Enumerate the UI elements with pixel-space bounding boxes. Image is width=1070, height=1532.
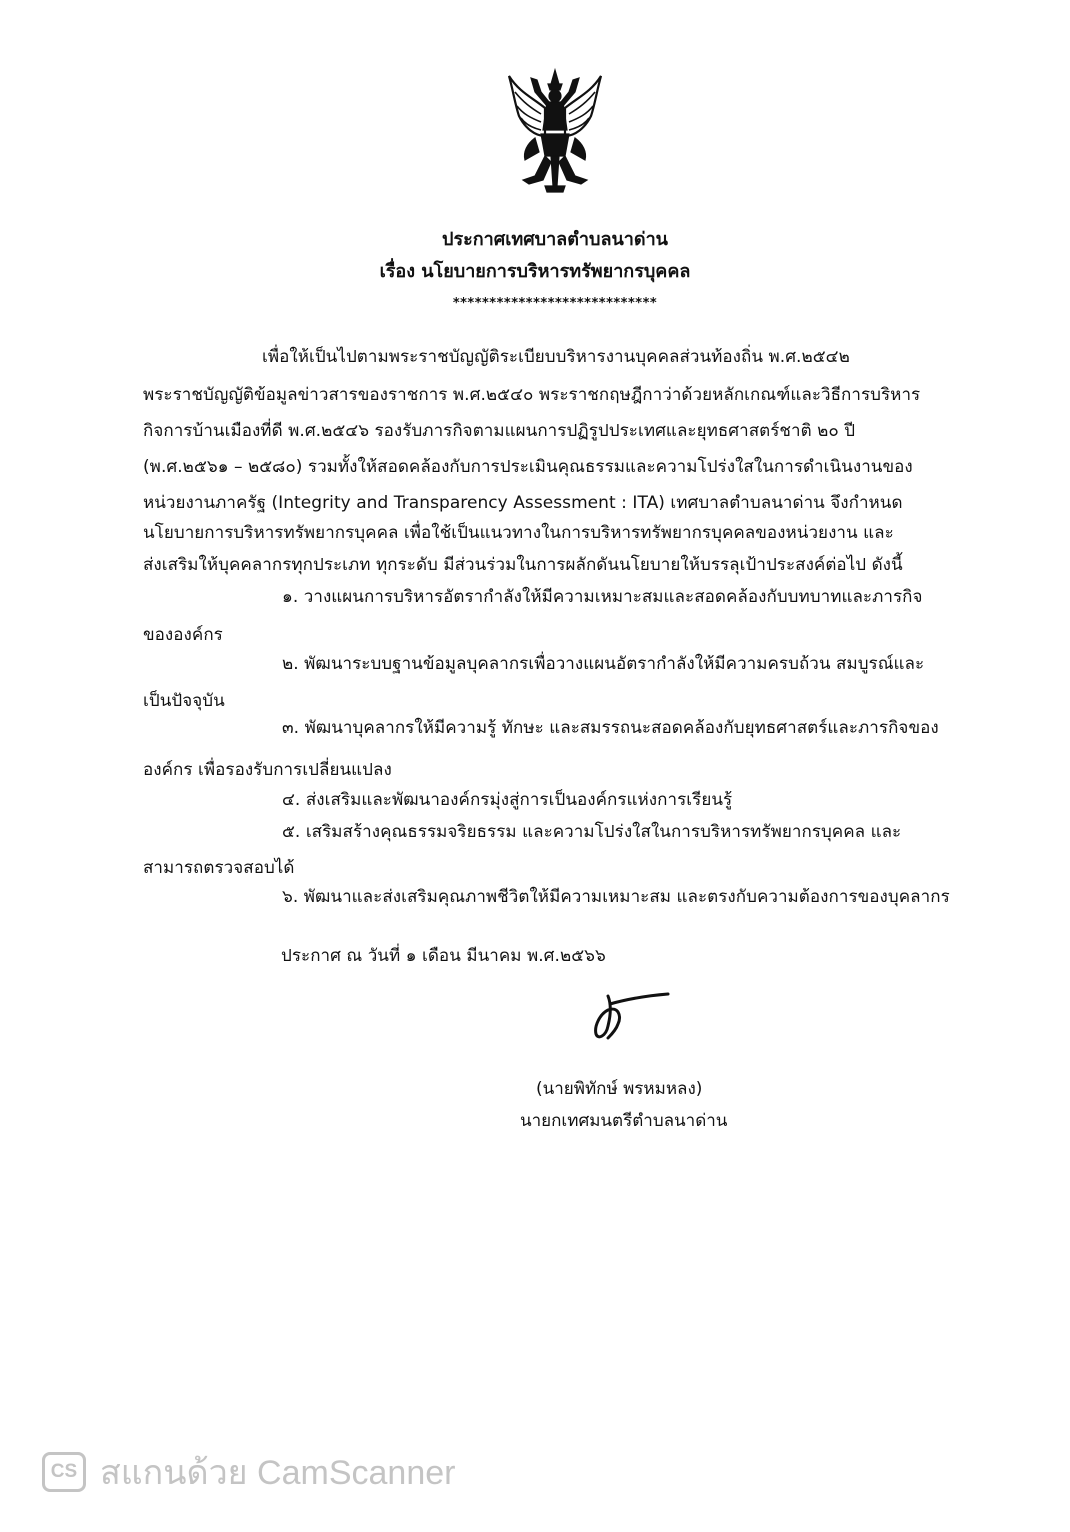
body-line: พระราชบัญญัติข้อมูลข่าวสารของราชการ พ.ศ.๒๕๔๐ พระราชกฤษฎีกาว่าด้วยหลักเกณฑ์และวิธีการบริหาร: [143, 385, 921, 405]
body-line: เพื่อให้เป็นไปตามพระราชบัญญัติระเบียบบริหารงานบุคคลส่วนท้องถิ่น พ.ศ.๒๕๔๒: [262, 347, 850, 367]
body-line: ส่งเสริมให้บุคคลากรทุกประเภท ทุกระดับ มีส่วนร่วมในการผลักดันนโยบายให้บรรลุเป้าประสงค์ต่อไป ดังนี้: [143, 555, 903, 575]
garuda-emblem-icon: [505, 52, 605, 202]
policy-item-2-cont: เป็นปัจจุบัน: [143, 691, 225, 711]
camscanner-logo-icon: CS: [42, 1452, 86, 1492]
policy-item-2: ๒. พัฒนาระบบฐานข้อมูลบุคลากรเพื่อวางแผนอัตรากำลังให้มีความครบถ้วน สมบูรณ์และ: [282, 654, 925, 674]
signer-position: นายกเทศมนตรีตำบลนาด่าน: [520, 1111, 728, 1131]
announcement-title: ประกาศเทศบาลตำบลนาด่าน: [442, 229, 668, 250]
policy-item-6: ๖. พัฒนาและส่งเสริมคุณภาพชีวิตให้มีความเหมาะสม และตรงกับความต้องการของบุคลากร: [282, 887, 950, 907]
body-line: (พ.ศ.๒๕๖๑ – ๒๕๘๐) รวมทั้งให้สอดคล้องกับการประเมินคุณธรรมและความโปร่งใสในการดำเนินงานของ: [143, 457, 913, 477]
body-line: นโยบายการบริหารทรัพยากรบุคคล เพื่อใช้เป็นแนวทางในการบริหารทรัพยากรบุคคลของหน่วยงาน และ: [143, 523, 894, 543]
handwritten-signature: [588, 988, 672, 1044]
policy-item-3: ๓. พัฒนาบุคลากรให้มีความรู้ ทักษะ และสมรรถนะสอดคล้องกับยุทธศาสตร์และภารกิจของ: [282, 718, 939, 738]
body-line: กิจการบ้านเมืองที่ดี พ.ศ.๒๕๔๖ รองรับภารกิจตามแผนการปฏิรูปประเทศและยุทธศาสตร์ชาติ ๒๐ ปี: [143, 421, 856, 441]
signer-name: (นายพิทักษ์ พรหมหลง): [536, 1079, 703, 1099]
title-separator: ****************************: [452, 296, 658, 311]
announcement-subject: เรื่อง นโยบายการบริหารทรัพยากรบุคคล: [379, 261, 691, 282]
camscanner-watermark: [42, 1450, 455, 1494]
policy-item-5-cont: สามารถตรวจสอบได้: [143, 858, 295, 878]
policy-item-1: ๑. วางแผนการบริหารอัตรากำลังให้มีความเหมาะสมและสอดคล้องกับบทบาทและภารกิจ: [282, 587, 923, 607]
announcement-date: ประกาศ ณ วันที่ ๑ เดือน มีนาคม พ.ศ.๒๕๖๖: [281, 946, 606, 966]
watermark-text: สแกนด้วย CamScanner: [100, 1454, 456, 1492]
policy-item-5: ๕. เสริมสร้างคุณธรรมจริยธรรม และความโปร่งใสในการบริหารทรัพยากรบุคคล และ: [282, 822, 902, 842]
policy-item-4: ๔. ส่งเสริมและพัฒนาองค์กรมุ่งสู่การเป็นองค์กรแห่งการเรียนรู้: [282, 790, 733, 810]
policy-item-1-cont: ขององค์กร: [143, 625, 223, 645]
policy-item-3-cont: องค์กร เพื่อรองรับการเปลี่ยนแปลง: [143, 760, 392, 780]
body-line: หน่วยงานภาครัฐ (Integrity and Transparency Assessment : ITA) เทศบาลตำบลนาด่าน จึงกำหนด: [143, 493, 903, 513]
